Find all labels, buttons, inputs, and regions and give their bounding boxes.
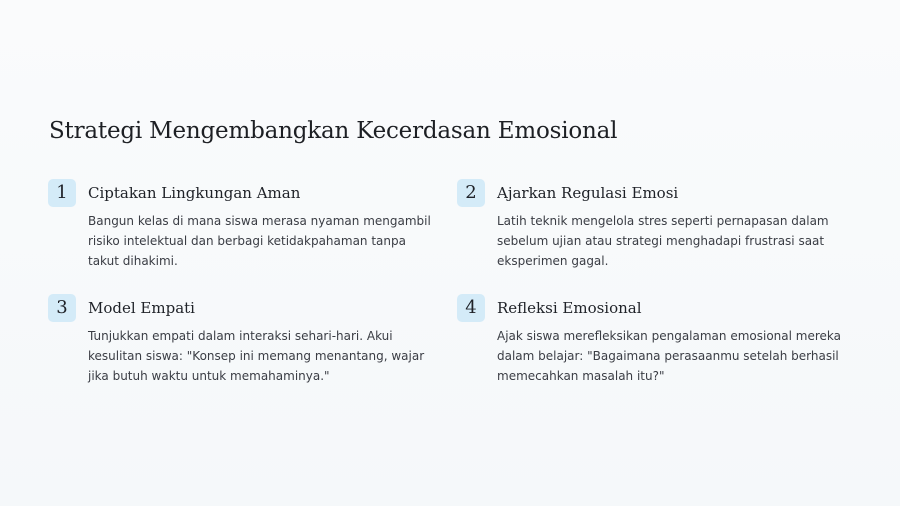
slide-title: Strategi Mengembangkan Kecerdasan Emosional bbox=[49, 118, 618, 144]
strategy-title: Model Empati bbox=[88, 299, 195, 317]
number-badge: 1 bbox=[48, 179, 76, 207]
strategy-description: Ajak siswa merefleksikan pengalaman emosional mereka dalam belajar: "Bagaimana perasaanmu setelah berhasil memecahkan masalah itu?" bbox=[497, 329, 841, 383]
number-badge: 3 bbox=[48, 294, 76, 322]
number-badge: 2 bbox=[457, 179, 485, 207]
strategy-description: Tunjukkan empati dalam interaksi sehari-hari. Akui kesulitan siswa: "Konsep ini memang menantang, wajar jika butuh waktu untuk memahaminya." bbox=[88, 329, 425, 383]
strategy-title: Ajarkan Regulasi Emosi bbox=[497, 184, 679, 202]
strategy-description: Bangun kelas di mana siswa merasa nyaman mengambil risiko intelektual dan berbagi ketidakpahaman tanpa takut dihakimi. bbox=[88, 214, 431, 268]
number-badge: 4 bbox=[457, 294, 485, 322]
strategy-title: Refleksi Emosional bbox=[497, 299, 642, 317]
strategy-description: Latih teknik mengelola stres seperti pernapasan dalam sebelum ujian atau strategi menghadapi frustrasi saat eksperimen gagal. bbox=[497, 214, 829, 268]
strategy-title: Ciptakan Lingkungan Aman bbox=[88, 184, 301, 202]
